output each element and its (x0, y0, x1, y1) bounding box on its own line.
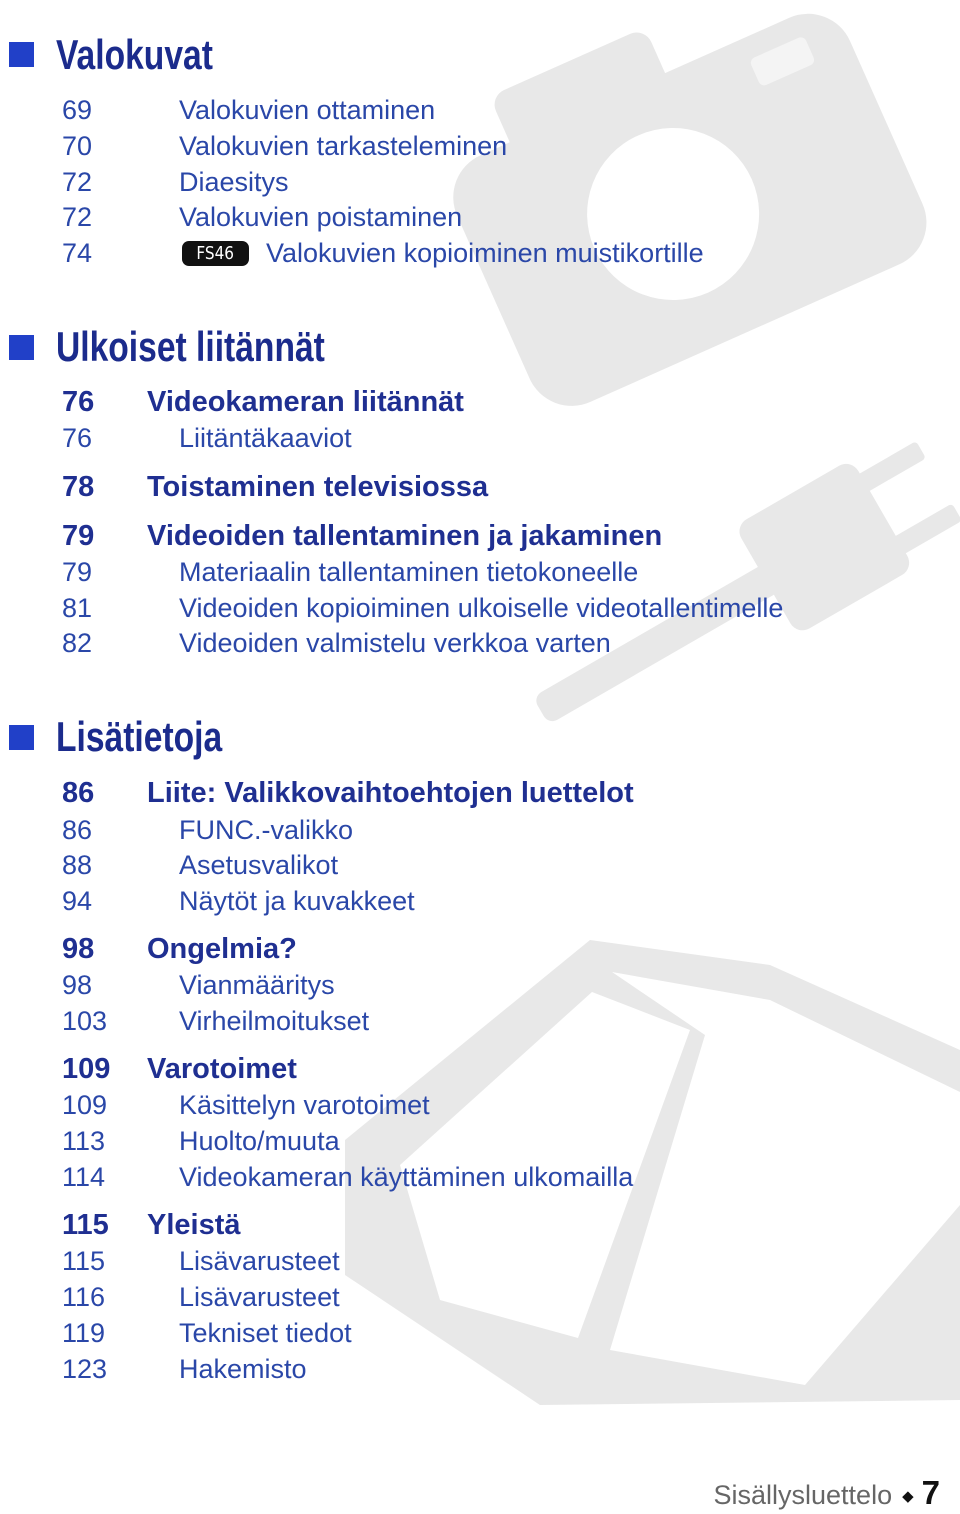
toc-entry[interactable] (0, 384, 960, 420)
section-bullet (9, 42, 34, 67)
toc-page-number: 116 (62, 1282, 106, 1312)
toc-entry[interactable] (0, 1279, 960, 1315)
toc-entry-title: Vianmääritys (179, 970, 335, 1000)
section-heading: Ulkoiset liitännät (56, 323, 325, 370)
toc-page-number: 103 (62, 1006, 108, 1036)
section-bullet (9, 335, 34, 360)
toc-entry-title: Huolto/muuta (179, 1126, 340, 1156)
toc-entry-title: Valokuvien tarkasteleminen (179, 131, 508, 161)
toc-entry-title: Liite: Valikkovaihtoehtojen luettelot (147, 777, 634, 809)
toc-page-number: 114 (62, 1162, 106, 1192)
toc-entry-title: Videoiden valmistelu verkkoa varten (179, 628, 611, 658)
toc-entry-title: Ongelmia? (147, 933, 297, 965)
model-badge-icon (182, 241, 249, 266)
toc-entry[interactable] (0, 469, 960, 505)
toc-entry[interactable] (0, 1351, 960, 1387)
toc-entry[interactable] (0, 1003, 960, 1039)
toc-page-number: 70 (62, 131, 93, 161)
toc-page-number: 86 (62, 815, 93, 845)
toc-page-number: 81 (62, 593, 93, 623)
toc-entry-title: Varotoimet (147, 1053, 297, 1085)
toc-entry-title: Valokuvien poistaminen (179, 202, 463, 232)
toc-entry[interactable] (0, 967, 960, 1003)
page-number: 7 (921, 1474, 940, 1511)
toc-page-number: 86 (62, 777, 95, 809)
toc-page-number: 113 (62, 1126, 106, 1156)
page-footer (714, 1474, 941, 1512)
toc-entry[interactable] (0, 1051, 960, 1087)
toc-entry[interactable] (0, 1087, 960, 1123)
toc-entry-title: Hakemisto (179, 1354, 307, 1384)
toc-entry-title: Näytöt ja kuvakkeet (179, 886, 415, 916)
toc-page-number: 88 (62, 850, 93, 880)
toc-page-number: 123 (62, 1354, 108, 1384)
toc-entry[interactable] (0, 847, 960, 883)
toc-entry-title: Videoiden kopioiminen ulkoiselle videotallentimelle (179, 593, 784, 623)
toc-page-number: 72 (62, 202, 93, 232)
toc-entry[interactable] (0, 1315, 960, 1351)
toc-entry-title: Lisävarusteet (179, 1282, 340, 1312)
toc-entry-title: Videoiden tallentaminen ja jakaminen (147, 520, 663, 552)
toc-page-number: 76 (62, 386, 95, 418)
toc-entry-title: Videokameran käyttäminen ulkomailla (179, 1162, 634, 1192)
toc-entry-title: Asetusvalikot (179, 850, 339, 880)
toc-page-number: 94 (62, 886, 93, 916)
toc-entry[interactable] (0, 590, 960, 626)
toc-entry[interactable] (0, 812, 960, 848)
toc-page-number: 74 (62, 238, 93, 268)
toc-entry[interactable] (0, 420, 960, 456)
toc-entry[interactable] (0, 625, 960, 661)
toc-page-number: 76 (62, 423, 93, 453)
toc-page-number: 78 (62, 471, 95, 503)
toc-entry-title: Yleistä (147, 1209, 241, 1241)
toc-entry[interactable] (0, 164, 960, 200)
toc-entry-title: Videokameran liitännät (147, 386, 464, 418)
toc-entry-title: Materiaalin tallentaminen tietokoneelle (179, 557, 639, 587)
toc-entry-title: Toistaminen televisiossa (147, 471, 489, 503)
toc-entry[interactable] (0, 1159, 960, 1195)
toc-entry-title: Tekniset tiedot (179, 1318, 352, 1348)
toc-entry[interactable] (0, 128, 960, 164)
toc-entry[interactable] (0, 1123, 960, 1159)
toc-entry[interactable] (0, 92, 960, 128)
toc-entry[interactable] (0, 235, 960, 271)
toc-entry-title: Virheilmoitukset (179, 1006, 370, 1036)
toc-page-number: 98 (62, 933, 95, 965)
toc-page-number: 82 (62, 628, 93, 658)
toc-entry-title: Valokuvien kopioiminen muistikortille (266, 238, 704, 268)
toc-entry-title: Valokuvien ottaminen (179, 95, 436, 125)
toc-page-number: 115 (62, 1209, 109, 1241)
toc-page-number: 109 (62, 1090, 108, 1120)
toc-entry[interactable] (0, 1207, 960, 1243)
toc-entry-title: Diaesitys (179, 167, 289, 197)
diamond-icon: ◆ (902, 1487, 914, 1505)
toc-entry[interactable] (0, 775, 960, 811)
toc-page-number: 109 (62, 1053, 111, 1085)
toc-entry-title: FUNC.-valikko (179, 815, 354, 845)
section-heading: Lisätietoja (56, 713, 223, 760)
toc-entry[interactable] (0, 931, 960, 967)
toc-entry[interactable] (0, 883, 960, 919)
toc-page-number: 115 (62, 1246, 106, 1276)
section-bullet (9, 725, 34, 750)
toc-page-number: 69 (62, 95, 93, 125)
section-heading: Valokuvat (56, 31, 213, 78)
toc-page-number: 98 (62, 970, 93, 1000)
toc-page-number: 72 (62, 167, 93, 197)
toc-entry[interactable] (0, 199, 960, 235)
toc-entry[interactable] (0, 518, 960, 554)
toc-entry-title: Liitäntäkaaviot (179, 423, 352, 453)
toc-page-number: 79 (62, 557, 93, 587)
toc-page-number: 119 (62, 1318, 106, 1348)
toc-entry-title: Käsittelyn varotoimet (179, 1090, 430, 1120)
toc-entry-title: Lisävarusteet (179, 1246, 340, 1276)
footer-section-label: Sisällysluettelo (713, 1480, 893, 1510)
model-badge-label: FS46 (196, 243, 235, 264)
toc-entry[interactable] (0, 554, 960, 590)
toc-page-number: 79 (62, 520, 95, 552)
toc-entry[interactable] (0, 1243, 960, 1279)
